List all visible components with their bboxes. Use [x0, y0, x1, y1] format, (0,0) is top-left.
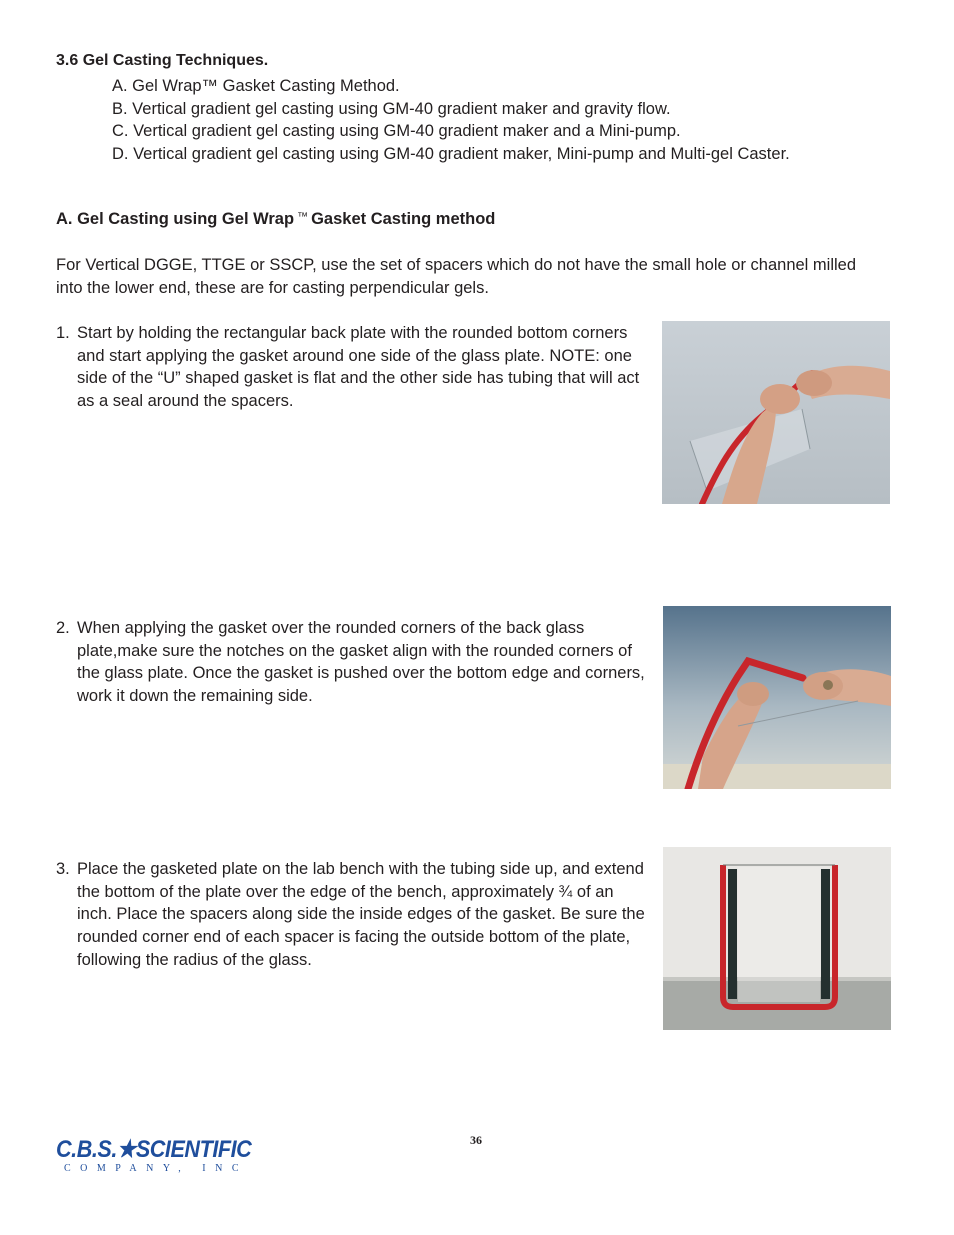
photo-gasketed-plate-with-spacers	[663, 847, 891, 1030]
trademark-symbol: ™	[297, 211, 309, 223]
technique-item-d: D. Vertical gradient gel casting using GM-40 gradient maker, Mini-pump and Multi-gel Caster.	[112, 145, 790, 164]
company-logo	[56, 1135, 273, 1174]
subsection-heading-post: Gasket Casting method	[311, 210, 496, 228]
intro-paragraph: For Vertical DGGE, TTGE or SSCP, use the set of spacers which do not have the small hole or channel milled into the lower end, these are for casting perpendicular gels.	[56, 256, 857, 297]
step-3-number: 3.	[56, 860, 70, 878]
page-number: 36	[470, 1133, 482, 1147]
photo-gasket-application	[662, 321, 890, 504]
logo-subtitle: COMPANY, INC	[64, 1163, 249, 1174]
step-1-number: 1.	[56, 324, 70, 342]
photo-gasket-corners	[663, 606, 891, 789]
technique-list	[112, 75, 790, 166]
subsection-heading	[56, 210, 495, 229]
step-1	[56, 322, 651, 413]
section-heading: 3.6 Gel Casting Techniques.	[56, 52, 269, 69]
step-2	[56, 617, 651, 708]
step-2-text: When applying the gasket over the rounded corners of the back glass plate,make sure the notches on the gasket align with the rounded corners of the glass plate. Once the gasket is pushed over the bottom edge and corners, work it down the remaining side.	[77, 619, 645, 706]
technique-item-c: C. Vertical gradient gel casting using GM-40 gradient maker and a Mini-pump.	[112, 122, 681, 141]
logo-wordmark: C.B.S.★SCIENTIFIC	[56, 1136, 252, 1163]
step-3-text: Place the gasketed plate on the lab bench with the tubing side up, and extend the bottom of the plate over the edge of the bench, approximately ¾ of an inch. Place the spacers along side the inside edges of the gasket. Be sure the rounded corner end of each spacer is facing the outside bottom of the plate, following the radius of the glass.	[77, 860, 645, 969]
technique-item-b: B. Vertical gradient gel casting using GM-40 gradient maker and gravity flow.	[112, 99, 671, 118]
step-2-number: 2.	[56, 619, 70, 637]
step-3	[56, 858, 651, 972]
technique-item-a: A. Gel Wrap™ Gasket Casting Method.	[112, 77, 400, 95]
subsection-heading-pre: A. Gel Casting using Gel Wrap	[56, 210, 295, 228]
step-1-text: Start by holding the rectangular back plate with the rounded bottom corners and start applying the gasket around one side of the glass plate. NOTE: one side of the “U” shaped gasket is flat and the other side has tubing that will act as a seal around the spacers.	[77, 324, 640, 411]
